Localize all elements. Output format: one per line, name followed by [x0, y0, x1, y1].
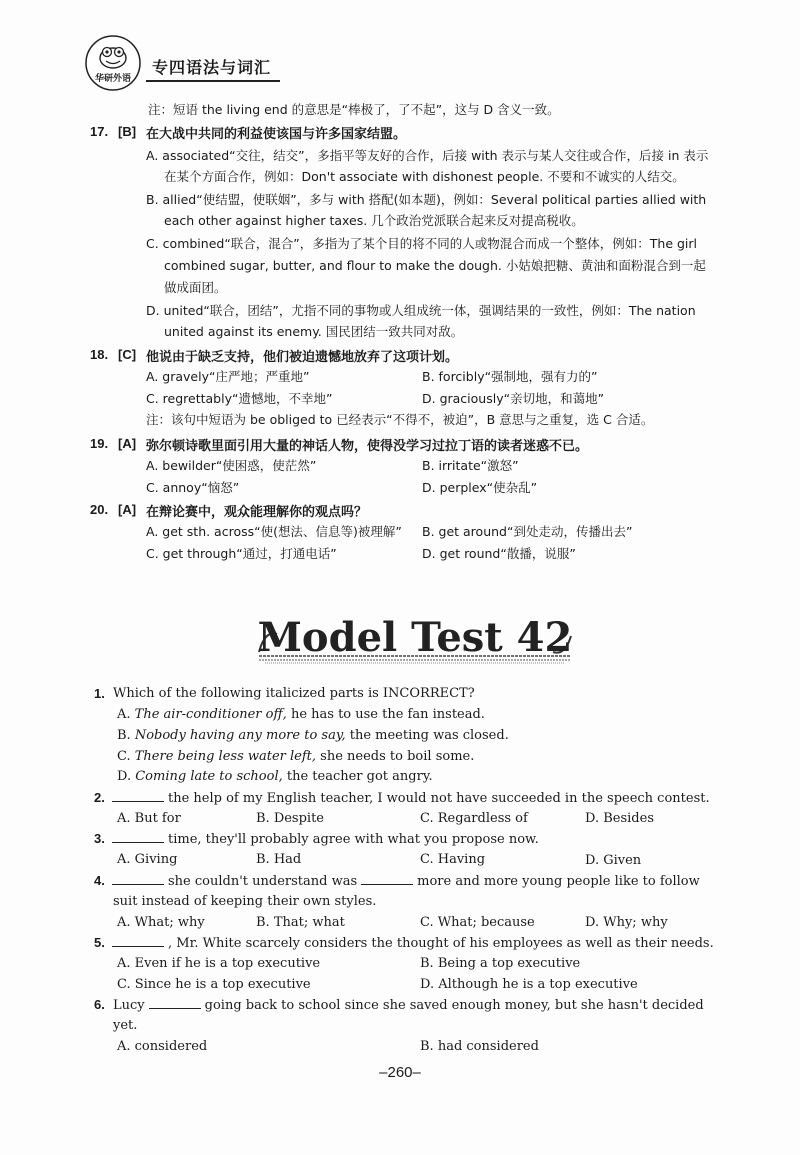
- mt-q6-stem-cont: yet.: [113, 1018, 138, 1033]
- q17-line: each other against higher taxes. 几个政治党派联合起来反对提高税收。: [164, 213, 584, 228]
- model-test-banner: [255, 612, 575, 670]
- answer-blank: [112, 790, 164, 802]
- q17-line: 在某个方面合作，例如：Don't associate with dishonest people. 不要和不诚实的人结交。: [164, 169, 685, 184]
- mt-q2-option-d: D. Besides: [585, 811, 654, 826]
- q18-answer: [C]: [118, 347, 137, 362]
- q20-option-d: D. get round“散播，说服”: [422, 546, 576, 561]
- mt-q3-option-a: A. Giving: [117, 852, 178, 867]
- q17-line: D. united“联合，团结”，尤指不同的事物或人组成统一体，强调结果的一致性，例如：The nation: [146, 303, 696, 318]
- q19-stem: 弥尔顿诗歌里面引用大量的神话人物，使得没学习过拉丁语的读者迷惑不已。: [146, 439, 589, 454]
- answer-blank: [361, 873, 413, 885]
- mt-q1-option-c: C. There being less water left, she needs to boil some.: [117, 749, 475, 764]
- answer-blank: [149, 997, 201, 1009]
- mt-q3-option-b: B. Had: [256, 852, 302, 867]
- mt-q1-option-a: A. The air-conditioner off, he has to use the fan instead.: [117, 707, 485, 722]
- mt-q4-number: 4.: [94, 873, 105, 888]
- q20-option-b: B. get around“到处走动，传播出去”: [422, 524, 633, 539]
- q17-number: 17.: [90, 124, 109, 139]
- q20-option-a: A. get sth. across“使(想法、信息等)被理解”: [146, 524, 402, 539]
- q18-option-b: B. forcibly“强制地，强有力的”: [422, 369, 598, 384]
- mt-q6-number: 6.: [94, 997, 105, 1012]
- mt-q4-option-d: D. Why; why: [585, 915, 668, 930]
- q20-number: 20.: [90, 502, 109, 517]
- note-16: 注：短语 the living end 的意思是“棒极了，了不起”，这与 D 含义一致。: [148, 102, 560, 117]
- mt-q2-number: 2.: [94, 790, 105, 805]
- q18-number: 18.: [90, 347, 109, 362]
- answer-blank: [112, 935, 164, 947]
- q19-option-b: B. irritate“激怒”: [422, 458, 519, 473]
- mt-q6-stem: Lucy going back to school since she saved enough money, but she hasn't decided: [113, 998, 704, 1013]
- mt-q4-stem: she couldn't understand was more and more young people like to follow: [108, 873, 700, 891]
- mt-q3-number: 3.: [94, 831, 105, 846]
- mt-q3-option-c: C. Having: [420, 852, 486, 867]
- q18-stem: 他说由于缺乏支持，他们被迫遗憾地放弃了这项计划。: [146, 350, 459, 365]
- q17-answer: [B]: [118, 124, 137, 139]
- mt-q2-option-b: B. Despite: [256, 811, 325, 826]
- q17-line: united against its enemy. 国民团结一致共同对敌。: [164, 324, 464, 339]
- mt-q1-stem: Which of the following italicized parts is INCORRECT?: [113, 686, 475, 701]
- q20-answer: [A]: [118, 502, 137, 517]
- q19-option-c: C. annoy“恼怒”: [146, 480, 240, 495]
- mt-q5-option-d: D. Although he is a top executive: [420, 977, 638, 992]
- q18-note: 注：该句中短语为 be obliged to 已经表示“不得不，被迫”，B 意思与之重复，选 C 合适。: [146, 412, 654, 427]
- mt-q1-option-d: D. Coming late to school, the teacher got angry.: [117, 769, 433, 784]
- mt-q5-option-a: A. Even if he is a top executive: [117, 956, 321, 971]
- q17-stem: 在大战中共同的利益使该国与许多国家结盟。: [146, 127, 407, 142]
- q17-line: combined sugar, butter, and flour to make the dough. 小姑娘把糖、黄油和面粉混合到一起: [164, 258, 706, 273]
- mt-q1-option-b: B. Nobody having any more to say, the meeting was closed.: [117, 728, 509, 743]
- mt-q6-option-b: B. had considered: [420, 1039, 539, 1054]
- q20-stem: 在辩论赛中，观众能理解你的观点吗？: [146, 505, 368, 520]
- q18-option-a: A. gravely“庄严地；严重地”: [146, 369, 310, 384]
- q19-number: 19.: [90, 436, 109, 451]
- q17-line: B. allied“使结盟，使联姻”，多与 with 搭配(如本题)，例如：Several political parties allied with: [146, 192, 707, 207]
- q18-option-c: C. regrettably“遗憾地，不幸地”: [146, 391, 333, 406]
- q17-line: C. combined“联合，混合”，多指为了某个目的将不同的人或物混合而成一个整体，例如：The girl: [146, 236, 698, 251]
- mt-q5-stem: , Mr. White scarcely considers the thought of his employees as well as their needs.: [108, 935, 714, 953]
- mt-q5-option-b: B. Being a top executive: [420, 956, 581, 971]
- mt-q2-option-c: C. Regardless of: [420, 811, 528, 826]
- mt-q2-option-a: A. But for: [117, 811, 181, 826]
- logo-text: 华研外语: [94, 74, 132, 84]
- mt-q5-option-c: C. Since he is a top executive: [117, 977, 311, 992]
- mt-q6-option-a: A. considered: [117, 1039, 208, 1054]
- mt-q4-option-b: B. That; what: [256, 915, 345, 930]
- mt-q2-stem: the help of my English teacher, I would not have succeeded in the speech contest.: [108, 790, 710, 808]
- mt-q1-number: 1.: [94, 686, 105, 701]
- mt-q4-stem-cont: suit instead of keeping their own styles.: [113, 894, 377, 909]
- mt-q4-option-a: A. What; why: [117, 915, 205, 930]
- q18-option-d: D. graciously“亲切地，和蔼地”: [422, 391, 605, 406]
- mt-q3-stem: time, they'll probably agree with what you propose now.: [108, 831, 539, 849]
- q19-option-d: D. perplex“使杂乱”: [422, 480, 538, 495]
- publisher-logo: [84, 34, 142, 92]
- book-title: 专四语法与词汇: [152, 58, 272, 77]
- mt-q5-number: 5.: [94, 935, 105, 950]
- q17-line: 做成面团。: [164, 280, 227, 295]
- answer-blank: [112, 831, 164, 843]
- header-rule: [146, 80, 280, 82]
- q19-answer: [A]: [118, 436, 137, 451]
- model-test-title: Model Test 42: [257, 614, 573, 661]
- q19-option-a: A. bewilder“使困惑，使茫然”: [146, 458, 317, 473]
- q20-option-c: C. get through“通过，打通电话”: [146, 546, 337, 561]
- q17-line: A. associated“交往，结交”，多指平等友好的合作，后接 with 表示与某人交往或合作，后接 in 表示: [146, 148, 709, 163]
- mt-q3-option-d: D. Given: [585, 853, 642, 868]
- answer-blank: [112, 873, 164, 885]
- mt-q4-option-c: C. What; because: [420, 915, 535, 930]
- page-number: –260–: [379, 1064, 421, 1081]
